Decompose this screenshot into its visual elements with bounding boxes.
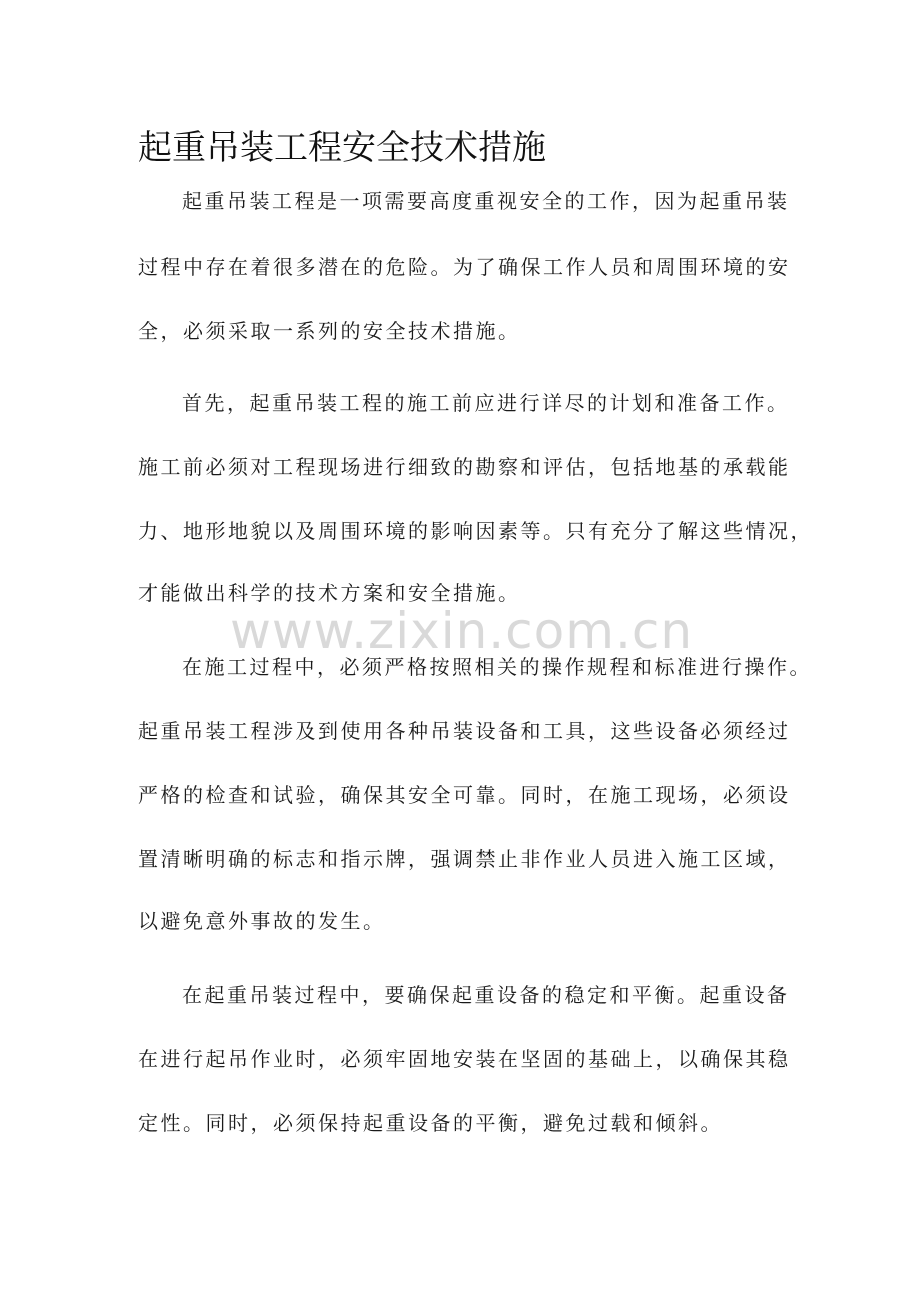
paragraph-4-line-2: 在进行起吊作业时，必须牢固地安装在坚固的基础上，以确保其稳 (138, 1047, 791, 1071)
watermark: www.zixin.com.cn (230, 602, 694, 660)
paragraph-3-line-2: 起重吊装工程涉及到使用各种吊装设备和工具，这些设备必须经过 (138, 719, 791, 743)
paragraph-3-line-1: 在施工过程中，必须严格按照相关的操作规程和标准进行操作。 (182, 655, 812, 679)
paragraph-2-line-4: 才能做出科学的技术方案和安全措施。 (138, 581, 521, 605)
paragraph-1-line-2: 过程中存在着很多潜在的危险。为了确保工作人员和周围环境的安 (138, 255, 791, 279)
paragraph-2-line-3: 力、地形地貌以及周围环境的影响因素等。只有充分了解这些情况， (138, 519, 813, 543)
paragraph-3-line-5: 以避免意外事故的发生。 (138, 909, 386, 933)
paragraph-2-line-2: 施工前必须对工程现场进行细致的勘察和评估，包括地基的承载能 (138, 455, 791, 479)
paragraph-4-line-3: 定性。同时，必须保持起重设备的平衡，避免过载和倾斜。 (138, 1111, 723, 1135)
document-title: 起重吊装工程安全技术措施 (138, 128, 546, 168)
paragraph-3-line-3: 严格的检查和试验，确保其安全可靠。同时，在施工现场，必须设 (138, 783, 791, 807)
paragraph-1-line-3: 全，必须采取一系列的安全技术措施。 (138, 319, 521, 343)
paragraph-3-line-4: 置清晰明确的标志和指示牌，强调禁止非作业人员进入施工区域， (138, 847, 791, 871)
paragraph-1-line-1: 起重吊装工程是一项需要高度重视安全的工作，因为起重吊装 (182, 189, 790, 213)
paragraph-2-line-1: 首先，起重吊装工程的施工前应进行详尽的计划和准备工作。 (182, 391, 790, 415)
paragraph-4-line-1: 在起重吊装过程中，要确保起重设备的稳定和平衡。起重设备 (182, 983, 790, 1007)
